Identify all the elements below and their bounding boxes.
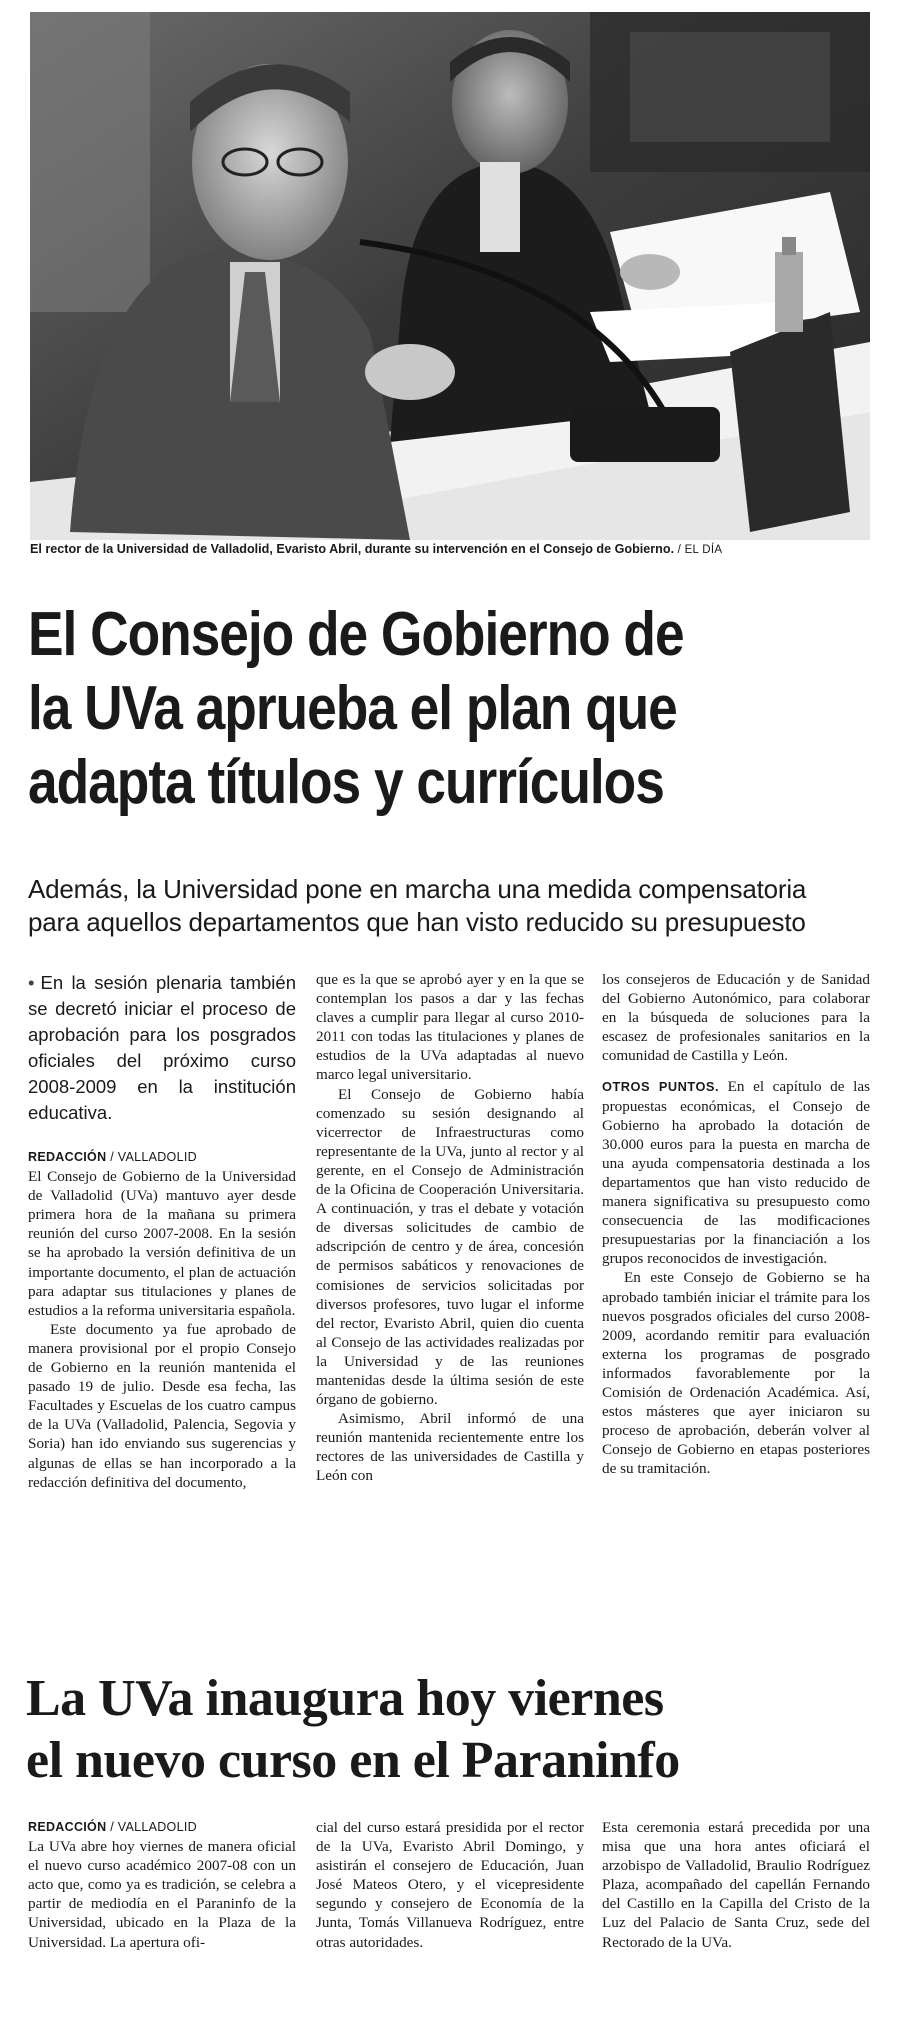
article2-column-3 [602,1818,870,1952]
main-headline [28,598,759,820]
body-paragraph: El Consejo de Gobierno había comenzado su sesión designando al vicerrector de Infraestructuras como representante de la UVa, junto al rector y al gerente, en el Consejo de Administración de la Oficina de Cooperación Universitaria. A continuación, y tras el debate y votación de diversas solicitudes de cambio de adscripción de centro y de área, concesión de permisos sabáticos y renovaciones de comisiones de servicios solicitadas por diversos profesores, tuvo lugar el informe del rector, Evaristo Abril, quien dio cuenta al Consejo de las actividades realizadas por la Universidad y de las reuniones mantenidas desde la última sesión de este órgano de gobierno. [316,1085,584,1409]
article1-column-2 [316,970,584,1486]
headline2-line: La UVa inaugura hoy viernes [26,1670,664,1727]
article-photo [30,12,870,540]
body-paragraph: Asimismo, Abril informó de una reunión mantenida recientemente entre los rectores de las universidades de Castilla y León con [316,1410,584,1485]
body-paragraph: El Consejo de Gobierno de la Universidad de Valladolid (UVa) mantuvo ayer desde primera hora de la mañana su primera reunión del curso 2007-2008. En la sesión se ha aprobado la versión definitiva de un importante documento, el plan de actuación para adaptar sus titulaciones y planes de estudios a la reforma universitaria española. [28,1168,296,1319]
bullet-icon: • [28,972,35,993]
sidehead-paragraph: En el capítulo de las propuestas económicas, el Consejo de Gobierno ha aprobado la dotación de 30.000 euros para la puesta en marcha de una ayuda compensatoria destinada a los departamentos que han visto reducido de manera significativa su presupuesto como consecuencia de las modificaciones presupuestarias por la financiación a los grupos reconocidos de investigación. [602,1078,870,1268]
byline-org: REDACCIÓN [28,1820,107,1834]
lead-text: En la sesión plenaria también se decretó iniciar el proceso de aprobación para los posgrados oficiales del próximo curso 2008-2009 en la institución educativa. [28,972,296,1123]
photo-image [30,12,870,540]
subheadline [28,873,878,939]
byline [28,1818,296,1837]
body-paragraph: cial del curso estará presidida por el rector de la UVa, Evaristo Abril Domingo, y asistirán el consejero de Educación, Juan José Mateos Otero, y el vicepresidente segundo y consejero de Economía de la Junta, Tomás Villanueva Rodríguez, entre otras autoridades. [316,1819,584,1951]
byline-org: REDACCIÓN [28,1150,107,1164]
byline-place: / VALLADOLID [110,1150,197,1164]
headline-line: la UVa aprueba el plan que [28,674,677,743]
subheadline-line: Además, la Universidad pone en marcha una medida compensatoria [28,874,807,904]
subheadline-line: para aquellos departamentos que han visto reducido su presupuesto [28,907,806,937]
caption-text: El rector de la Universidad de Valladolid, Evaristo Abril, durante su intervención en el Consejo de Gobierno. [30,542,675,556]
photo-caption [30,542,880,556]
headline-line: El Consejo de Gobierno de [28,600,684,669]
body-paragraph: Esta ceremonia estará precedida por una misa que una hora antes oficiará el arzobispo de Valladolid, Braulio Rodríguez Plaza, acompañado del capellán Fernando del Castillo en la Capilla del Cristo de la Luz del Palacio de Santa Cruz, sede del Rectorado de la UVa. [602,1819,870,1951]
photo-credit: / EL DÍA [677,544,723,556]
sidehead: OTROS PUNTOS. [602,1079,720,1095]
body-paragraph-with-sidehead [602,1077,870,1268]
body-paragraph: Este documento ya fue aprobado de manera provisional por el propio Consejo de Gobierno en la reunión mantenida el pasado 19 de julio. Desde esa fecha, las Facultades y Escuelas de los cuatro campus de la UVa (Valladolid, Palencia, Segovia y Soria) han ido enviando sus sugerencias y algunas de ellas se han incorporado a la redacción definitiva del documento, [28,1320,296,1491]
headline2-line: el nuevo curso en el Paraninfo [26,1732,680,1789]
article1-column-1 [28,970,296,1492]
body-paragraph: que es la que se aprobó ayer y en la que se contemplan los pasos a dar y las fechas claves a cumplir para llegar al curso 2010-2011 con todas las titulaciones y planes de estudios de la UVa adaptadas al nuevo marco legal universitario. [316,971,584,1084]
byline [28,1148,296,1167]
lead-summary [28,970,296,1126]
body-paragraph: los consejeros de Educación y de Sanidad del Gobierno Autonómico, para colaborar en la búsqueda de soluciones para la escasez de profesionales sanitarios en la comunidad de Castilla y León. [602,971,870,1065]
article1-column-3 [602,970,870,1478]
second-headline [26,1668,876,1792]
article2-column-2 [316,1818,584,1952]
body-paragraph: La UVa abre hoy viernes de manera oficial el nuevo curso académico 2007-08 con un acto que, como ya es tradición, se celebra a partir de mediodía en el Paraninfo de la Universidad, ubicado en la Plaza de la Universidad. La apertura ofi- [28,1838,296,1951]
headline-line: adapta títulos y currículos [28,748,664,817]
byline-place: / VALLADOLID [110,1820,197,1834]
body-paragraph: En este Consejo de Gobierno se ha aprobado también iniciar el trámite para los nuevos posgrados oficiales del curso 2008-2009, acordando remitir para evaluación externa los programas de posgrado informados favorablemente por la Comisión de Ordenación Académica. Así, estos másteres que ayer iniciaron su proceso de aprobación, deberán volver al Consejo de Gobierno en etapas posteriores de su tramitación. [602,1269,870,1478]
article2-column-1 [28,1818,296,1952]
